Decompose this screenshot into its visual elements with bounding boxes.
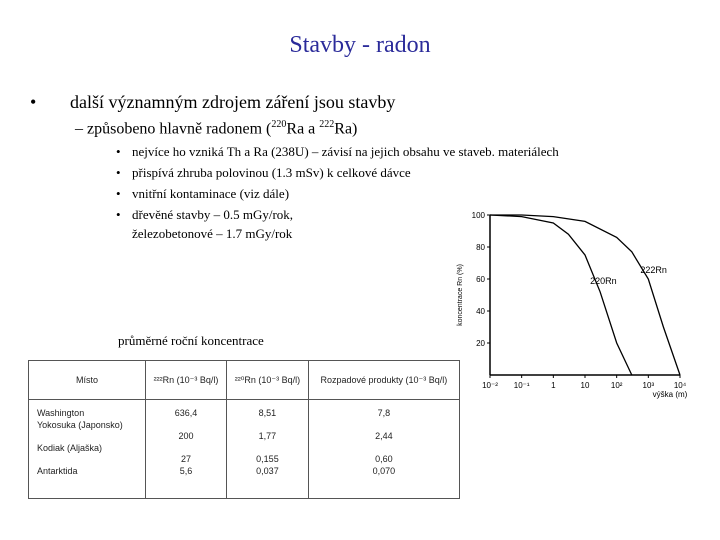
x-tick-label: 10⁻² bbox=[482, 381, 498, 390]
cell-place: Yokosuka (Japonsko) bbox=[29, 419, 146, 442]
table-header-row bbox=[29, 361, 460, 400]
bullet-dot: • bbox=[116, 207, 121, 222]
x-axis-label: výška (m) bbox=[652, 390, 688, 399]
cell-rn220: 0,155 bbox=[227, 442, 309, 465]
series-line-220Rn bbox=[490, 215, 632, 375]
bullet-dot: • bbox=[30, 92, 37, 112]
x-tick-label: 10⁻¹ bbox=[513, 381, 530, 390]
series-line-222Rn bbox=[490, 215, 680, 375]
sub-bullet-text: nejvíce ho vzniká Th a Ra (238U) – závisí na jejich obsahu ve staveb. materiálech bbox=[132, 144, 559, 159]
sub-bullet-text: železobetonové – 1.7 mGy/rok bbox=[132, 226, 293, 241]
y-tick-label: 20 bbox=[476, 339, 485, 348]
table-caption: průměrné roční koncentrace bbox=[118, 333, 264, 348]
cell-place: Washington bbox=[29, 400, 146, 420]
y-tick-label: 100 bbox=[471, 211, 485, 220]
header-products: Rozpadové produkty (10⁻³ Bq/l) bbox=[308, 361, 459, 400]
cell-rn222: 27 bbox=[146, 442, 227, 465]
series-label: 222Rn bbox=[640, 265, 667, 275]
table-row bbox=[29, 400, 460, 420]
y-tick-label: 80 bbox=[476, 243, 485, 252]
cell-rn220: 8,51 bbox=[227, 400, 309, 420]
bullet-dot: • bbox=[116, 165, 121, 180]
cell-products: 0,60 bbox=[308, 442, 459, 465]
table-row bbox=[29, 465, 460, 499]
sub-bullet-text: vnitřní kontaminace (viz dále) bbox=[132, 186, 290, 201]
cell-products: 2,44 bbox=[308, 419, 459, 442]
bullet-2 bbox=[75, 119, 357, 138]
bullet-dot: • bbox=[116, 186, 121, 201]
sub-bullet-text: dřevěné stavby – 0.5 mGy/rok, bbox=[132, 207, 294, 222]
y-axis-label: koncentrace Rn (%) bbox=[457, 264, 464, 326]
sub-bullet-text: přispívá zhruba polovinou (1.3 mSv) k celkové dávce bbox=[132, 165, 411, 180]
x-tick-label: 10 bbox=[580, 381, 590, 390]
bullet-2-mid: Ra a bbox=[286, 120, 320, 138]
cell-products: 7,8 bbox=[308, 400, 459, 420]
bullet-2-suffix: Ra) bbox=[334, 120, 358, 138]
isotope-222: 222 bbox=[319, 119, 335, 130]
chart-plot-area bbox=[457, 211, 688, 399]
y-tick-label: 60 bbox=[476, 275, 485, 284]
x-tick-label: 10³ bbox=[642, 381, 655, 390]
table-row bbox=[29, 419, 460, 442]
header-rn220: ²²⁰Rn (10⁻³ Bq/l) bbox=[227, 361, 309, 400]
bullet-1-text: další významným zdrojem záření jsou stavby bbox=[70, 92, 396, 112]
bullet-dot: • bbox=[116, 144, 121, 159]
isotope-220: 220 bbox=[271, 119, 287, 130]
page-title: Stavby - radon bbox=[289, 32, 431, 58]
cell-rn222: 5,6 bbox=[146, 465, 227, 499]
series-label: 220Rn bbox=[590, 275, 617, 286]
cell-rn222: 200 bbox=[146, 419, 227, 442]
radon-height-chart bbox=[450, 195, 700, 405]
concentration-table bbox=[28, 360, 460, 499]
x-tick-label: 10² bbox=[610, 381, 623, 390]
cell-rn222: 636,4 bbox=[146, 400, 227, 420]
x-tick-label: 10⁴ bbox=[673, 381, 687, 390]
cell-rn220: 0,037 bbox=[227, 465, 309, 499]
header-rn222: ²²²Rn (10⁻³ Bq/l) bbox=[146, 361, 227, 400]
cell-place: Antarktida bbox=[29, 465, 146, 499]
bullet-2-prefix: – způsobeno hlavně radonem ( bbox=[75, 120, 272, 138]
cell-place: Kodiak (Aljaška) bbox=[29, 442, 146, 465]
x-tick-label: 1 bbox=[551, 381, 556, 390]
y-tick-label: 40 bbox=[476, 307, 485, 316]
cell-products: 0,070 bbox=[308, 465, 459, 499]
header-place: Místo bbox=[29, 361, 146, 400]
cell-rn220: 1,77 bbox=[227, 419, 309, 442]
table-row bbox=[29, 442, 460, 465]
